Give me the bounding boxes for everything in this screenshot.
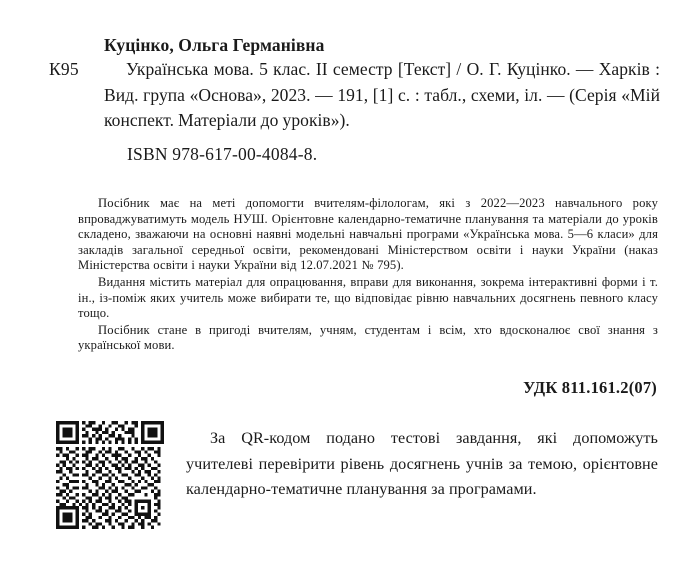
annotation-paragraph: Видання містить матеріал для опрацювання, вправи для виконання, зокрема інтерактивні форми і т. ін., із-поміж яких учитель може вибирати те, що відповідає рівню навчальних досягнень певного класу тощо. <box>78 274 658 321</box>
qr-code-icon[interactable] <box>56 420 164 530</box>
bibliographic-row <box>0 57 700 134</box>
annotation-paragraph: Посібник має на меті допомогти вчителям-філологам, які з 2022—2023 навчального року впроваджуватимуть модель НУШ. Орієнтовне календарно-тематичне планування та матеріали до уроків складено, зважаючи на основні наявні модельні навчальні програми «Українська мова. 5—6 класи» для закладів загальної середньої освіти, рекомендовані Міністерством освіти і науки України (наказ Міністерства освіти і науки України від 12.07.2021 № 795). <box>78 196 658 273</box>
author-heading: Куцінко, Ольга Германівна <box>104 35 325 55</box>
udk-classification: УДК 811.161.2(07) <box>523 378 657 397</box>
qr-note <box>186 426 658 503</box>
annotation-block <box>78 196 658 354</box>
cip-block <box>0 34 700 166</box>
call-number: К95 <box>49 59 79 79</box>
annotation-paragraph: Посібник стане в пригоді вчителям, учням, студентам і всім, хто вдосконалює свої знання з української мови. <box>78 322 658 353</box>
qr-section <box>0 418 700 548</box>
qr-note-text: За QR-кодом подано тестові завдання, які допоможуть учителеві перевірити рівень досягнень учнів за темою, орієнтовне календарно-тематичне планування за програмами. <box>186 429 658 498</box>
bibliographic-description: Українська мова. 5 клас. II семестр [Текст] / О. Г. Куцінко. — Харків : Вид. група «Основа», 2023. — 191, [1] с. : табл., схеми, іл. — (Серія «Мій конспект. Матеріали до уроків»). <box>104 59 660 130</box>
isbn: ISBN 978-617-00-4084-8. <box>127 143 318 164</box>
